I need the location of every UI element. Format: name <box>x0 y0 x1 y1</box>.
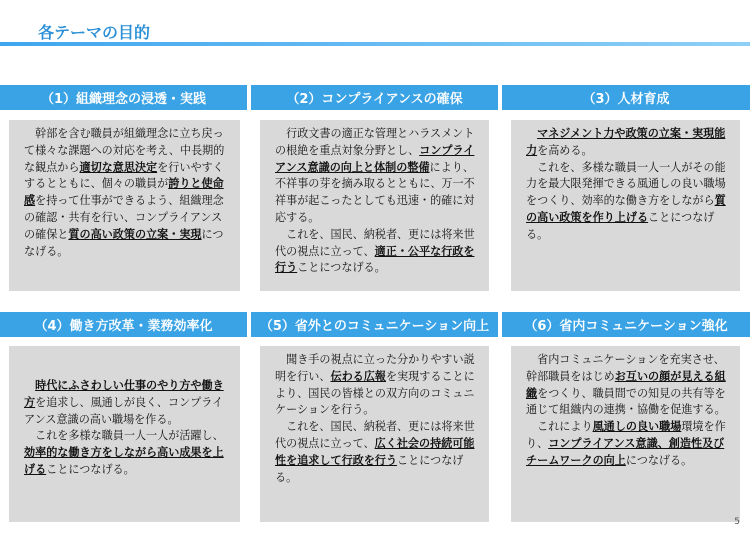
theme-3-paragraph <box>526 126 731 160</box>
theme-1-body <box>9 120 240 291</box>
emphasized-text: コンプライアンス意識の向上と体制の整備 <box>275 143 475 174</box>
body-text: ことにつなげる。 <box>275 453 464 484</box>
emphasized-text: お互いの顔が見える組織 <box>526 369 726 400</box>
theme-6-body <box>511 346 740 522</box>
body-text: につなげる。 <box>24 227 224 258</box>
emphasized-text: マネジメント力や政策の立案・実現能力 <box>526 127 726 157</box>
body-text: これを多様な職員一人一人が活躍し、 <box>35 429 224 443</box>
theme-6-paragraph <box>526 352 731 419</box>
body-text: 省内コミュニケーションを充実させ、幹部職員をはじめ <box>526 353 725 383</box>
theme-5-heading: （5）省外とのコミュニケーション向上 <box>251 312 498 337</box>
theme-4-heading: （4）働き方改革・業務効率化 <box>0 312 247 337</box>
body-text: ことにつなげる。 <box>46 462 135 476</box>
body-text: を追求し、風通しが良く、コンプライアンス意識の高い職場を作る。 <box>24 395 224 426</box>
theme-3-body <box>511 120 740 291</box>
theme-4-body <box>9 346 240 522</box>
theme-5-body <box>260 346 489 522</box>
emphasized-text: 時代にふさわしい仕事のやり方や働き方 <box>24 379 224 409</box>
title-divider <box>0 42 750 46</box>
theme-2-paragraph <box>275 126 480 227</box>
body-text: 行政文書の適正な管理とハラスメントの根絶を重点対象分野とし、 <box>275 127 475 157</box>
theme-5-paragraph <box>275 419 480 486</box>
page-title: 各テーマの目的 <box>38 23 151 42</box>
body-text: を実現することにより、国民の皆様との双方向のコミュニケーションを行う。 <box>275 369 475 417</box>
theme-3-heading: （3）人材育成 <box>502 85 750 110</box>
theme-4-paragraph <box>24 428 231 478</box>
emphasized-text: 適正・公平な行政を行う <box>275 244 475 275</box>
emphasized-text: 質の高い政策を作り上げる <box>526 194 726 224</box>
emphasized-text: 質の高い政策の立案・実現 <box>68 227 202 241</box>
body-text: を持って仕事ができるよう、組織理念の確認・共有を行い、コンプライアンスの確保と <box>24 194 224 241</box>
theme-6-heading: （6）省内コミュニケーション強化 <box>502 312 750 337</box>
emphasized-text: 風通しの良い職場 <box>592 420 682 434</box>
body-text: ことにつなげる。 <box>526 210 715 241</box>
theme-6-paragraph <box>526 419 731 469</box>
emphasized-text: 適切な意思決定 <box>79 160 158 174</box>
body-text: これを、国民、納税者、更には将来世代の視点に立って、 <box>275 227 475 258</box>
theme-4-paragraph <box>24 378 231 428</box>
body-text: これを、国民、納税者、更には将来世代の視点に立って、 <box>275 420 475 450</box>
body-text: により、不祥事の芽を摘み取るとともに、万一不祥事が起こったとしても迅速・的確に対応する。 <box>275 160 475 224</box>
body-text: を高める。 <box>537 143 593 157</box>
emphasized-text: 効率的な働き方をしながら高い成果を上げる <box>24 446 224 476</box>
emphasized-text: 伝わる広報 <box>330 369 386 383</box>
emphasized-text: コンプライアンス意識、創造性及びチームワークの向上 <box>526 436 725 467</box>
theme-5-paragraph <box>275 352 480 419</box>
page-number: 5 <box>734 517 740 527</box>
theme-1-heading: （1）組織理念の浸透・実践 <box>0 85 247 110</box>
body-text: につなげる。 <box>625 453 693 467</box>
body-text: をつくり、職員間での知見の共有等を通じて組織内の連携・協働を促進する。 <box>526 386 726 417</box>
body-text: これを、多様な職員一人一人がその能力を最大限発揮できる風通しの良い職場をつくり、効率的な働き方をしながら <box>526 160 726 208</box>
body-text: ことにつなげる。 <box>297 261 386 275</box>
emphasized-text: 広く社会の持続可能性を追求して行政を行う <box>275 436 475 467</box>
body-text: を行いやすくするとともに、個々の職員が <box>24 160 224 191</box>
body-text: 環境を作り、 <box>526 420 726 450</box>
body-text: 聞き手の視点に立った分かりやすい説明を行い、 <box>275 353 475 383</box>
emphasized-text: 誇りと使命感 <box>24 177 224 208</box>
theme-2-paragraph <box>275 227 480 277</box>
body-text: 幹部を含む職員が組織理念に立ち戻って様々な課題への対応を考え、中長期的な観点から <box>24 127 225 174</box>
theme-2-heading: （2）コンプライアンスの確保 <box>251 85 498 110</box>
theme-1-paragraph <box>24 126 231 260</box>
theme-3-paragraph <box>526 160 731 244</box>
body-text: これにより <box>537 420 593 434</box>
theme-2-body <box>260 120 489 291</box>
